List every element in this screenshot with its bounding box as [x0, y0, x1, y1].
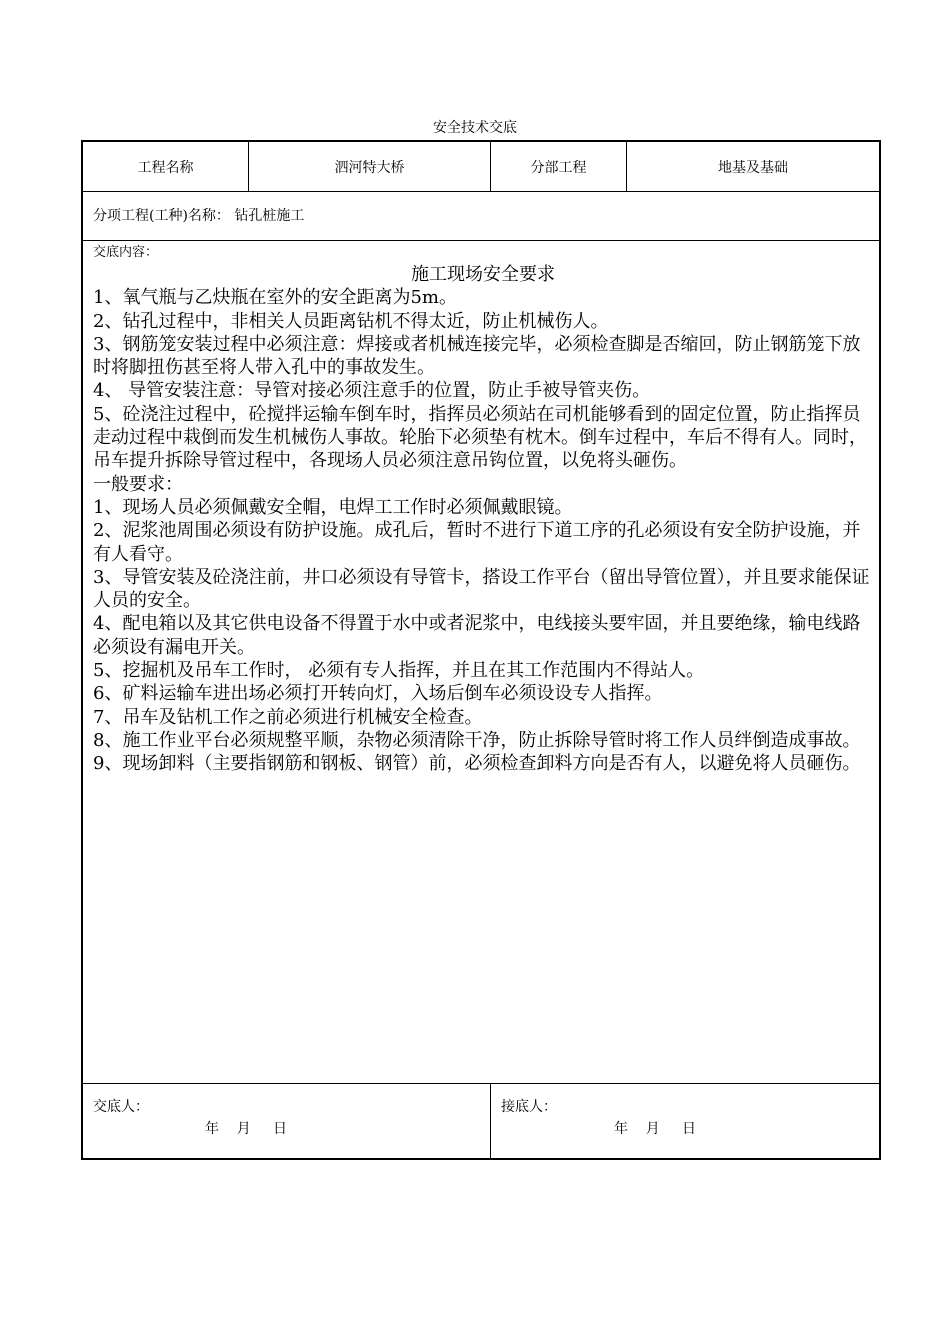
- division-label: 分部工程: [491, 142, 627, 191]
- content-paragraph: 7、吊车及钻机工作之前必须进行机械安全检查。: [93, 706, 483, 728]
- discloser-label: 交底人：: [93, 1099, 149, 1115]
- content-paragraph: 9、现场卸料（主要指钢筋和钢板、钢管）前，必须检查卸料方向是否有人，以避免将人员砸伤。: [93, 753, 861, 775]
- content-heading: 施工现场安全要求: [411, 264, 555, 285]
- receiver-label: 接底人：: [501, 1099, 557, 1115]
- content-paragraph: 2、钻孔过程中，非相关人员距离钻机不得太近，防止机械伤人。: [93, 310, 609, 332]
- disclosure-table: [81, 140, 881, 1160]
- content-paragraph: 4、 导管安装注意：导管对接必须注意手的位置，防止手被导管夹伤。: [93, 380, 651, 402]
- content-label: 交底内容：: [93, 245, 159, 260]
- sub-item-row: [83, 192, 879, 241]
- project-name-label: 工程名称: [83, 142, 249, 191]
- content-paragraph: 5、砼浇注过程中，砼搅拌运输车倒车时，指挥员必须站在司机能够看到的固定位置，防止指挥员走动过程中栽倒而发生机械伤人事故。轮胎下必须垫有枕木。倒车过程中，车后不得有人。同时，吊车提升拆除导管过程中，各现场人员必须注意吊钩位置，以免将头砸伤。: [93, 403, 867, 472]
- content-paragraph: 3、钢筋笼安装过程中必须注意：焊接或者机械连接完毕，必须检查脚是否缩回，防止钢筋笼下放时将脚扭伤甚至将人带入孔中的事故发生。: [93, 333, 861, 379]
- content-paragraph: 4、配电箱以及其它供电设备不得置于水中或者泥浆中，电线接头要牢固，并且要绝缘，输电线路必须设有漏电开关。: [93, 613, 861, 658]
- content-paragraph: 6、矿料运输车进出场必须打开转向灯，入场后倒车必须设设专人指挥。: [93, 683, 663, 705]
- content-paragraph: 8、施工作业平台必须规整平顺，杂物必须清除干净，防止拆除导管时将工作人员绊倒造成事故。: [93, 729, 861, 751]
- content-paragraph: 1、氧气瓶与乙炔瓶在室外的安全距离为5m。: [93, 287, 457, 309]
- content-paragraph: 2、泥浆池周围必须设有防护设施。成孔后，暂时不进行下道工序的孔必须设有安全防护设施，并有人看守。: [93, 520, 861, 565]
- sub-item-name: 分项工程(工种)名称： 钻孔桩施工: [93, 208, 305, 224]
- signature-row: [83, 1084, 879, 1158]
- content-paragraph: 3、导管安装及砼浇注前，井口必须设有导管卡，搭设工作平台（留出导管位置），并且要求能保证人员的安全。: [93, 566, 870, 612]
- header-row: [83, 142, 879, 192]
- content-row: [83, 241, 879, 1084]
- content-paragraph: 1、现场人员必须佩戴安全帽，电焊工工作时必须佩戴眼镜。: [93, 496, 573, 518]
- document-title: 安全技术交底: [433, 120, 517, 136]
- content-section-heading: 一般要求：: [93, 473, 183, 495]
- discloser-cell: [83, 1084, 491, 1158]
- discloser-date: 年 月 日: [205, 1121, 288, 1137]
- content-paragraph: 5、挖掘机及吊车工作时， 必须有专人指挥，并且在其工作范围内不得站人。: [93, 660, 705, 682]
- project-name-value: 泗河特大桥: [249, 142, 491, 191]
- receiver-cell: [491, 1084, 879, 1158]
- content-body: [93, 263, 873, 776]
- receiver-date: 年 月 日: [614, 1121, 697, 1137]
- division-value: 地基及基础: [718, 159, 788, 176]
